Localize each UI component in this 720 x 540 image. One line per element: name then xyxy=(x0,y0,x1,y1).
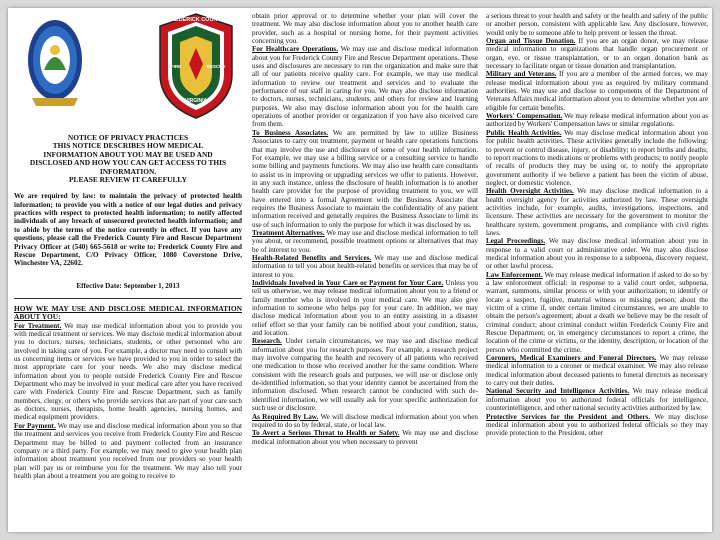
seal-sun xyxy=(50,45,60,55)
column-1-body xyxy=(14,322,242,481)
paragraph xyxy=(252,279,478,337)
paragraph-text: We may release medical information to a coroner or medical examiner. We may also release medical information about deceased patients to funeral directors as necessary to carry out their duties. xyxy=(486,354,708,388)
fire-rescue-patch-icon xyxy=(156,12,236,120)
paragraph xyxy=(486,70,708,112)
paragraph-text: obtain prior approval or to determine whether your plan will cover the treatment. We may also disclose information about you to another health care provider, such as a hospital or nursing home, for their payment activities concerning you. xyxy=(252,12,478,46)
paragraph xyxy=(14,322,242,422)
paragraph-text: We are permitted by law to utilize Business Associates to carry out treatment, payment or health care operations functions that may involve the use and disclosure of some of your health information. For example, we may use a billing service or a consulting service to handle some billing and payments functions. We may also use health care consultants to assist us in improving or upgrading services we offer to patients. However, in any such instance, unless the disclosure of health information is to another health care provider for the purpose of providing treatment to you, we will have entered into a formal Agreement with the Business Associate that requires the Business Associate to maintain the confidentiality of any patient information received and generally requires the Business Associate to limit its use of such information to only the purpose for which it was disclosed by us. xyxy=(252,128,478,229)
paragraph-text: If you are a member of the armed forces, we may release medical information about you as required by military command authorities. We may use and disclose to components of the Department of Veterans Affairs medical information about you to determine whether you are eligible for certain benefits. xyxy=(486,70,708,112)
paragraph xyxy=(252,12,478,45)
notice-line: INFORMATION. xyxy=(99,166,157,176)
paragraph xyxy=(252,413,478,430)
paragraph-heading: To Business Associates. xyxy=(252,128,329,137)
notice-line: INFORMATION ABOUT YOU MAY BE USED AND xyxy=(43,149,213,159)
paragraph-text: We may use and disclose medical information about you for Frederick County Fire and Rescue Department operations. These uses and disclosures are necessary to run the organization and make sure that all of our patients receive quality care. For example, we may use medical information to review our treatment and services and to evaluate the performance of our staff in caring for you. We may also disclose information to doctors, nurses, technicians, students, and others for review and learning purposes. We also may disclose information about you for the health care operations of another provider or organization if you have also received care from them. xyxy=(252,45,478,129)
logo-area xyxy=(14,12,242,122)
notice-line: THIS NOTICE DESCRIBES HOW MEDICAL xyxy=(52,141,204,151)
paragraph-text: We may use and disclose medical information to tell you about health-related benefits or services that may be of interest to you. xyxy=(252,253,478,279)
paragraph-heading: For Payment. xyxy=(14,421,56,430)
paragraph-heading: Individuals Involved in Your Care or Payment for Your Care. xyxy=(252,279,444,287)
paragraph xyxy=(486,129,708,187)
paragraph-heading: Coroners, Medical Examiners and Funeral Directors. xyxy=(486,354,657,363)
paragraph-text: a serious threat to your health and safety or the health and safety of the public or another person, consistent with applicable law. Any disclosure, however, would only be to someone able to help prevent or lessen the threat. xyxy=(486,12,708,37)
paragraph-text: We may use and disclose medical information to tell you about, or recommend, possible treatment options or alternatives that may be of interest to you. xyxy=(252,228,478,254)
paragraph-heading: Protective Services for the President and Others. xyxy=(486,412,651,421)
paragraph-text: We may disclose medical information about you to authorized federal officials so they may provide protection to the President, other xyxy=(486,412,708,438)
notice-line: PLEASE REVIEW IT CAREFULLY xyxy=(69,175,187,185)
paragraph-heading: National Security and Intelligence Activities. xyxy=(486,387,630,396)
paragraph-heading: Research. xyxy=(252,337,282,346)
paragraph xyxy=(252,229,478,254)
column-3-body xyxy=(486,12,708,438)
paragraph-heading: Health-Related Benefits and Services. xyxy=(252,253,372,262)
divider xyxy=(14,298,242,299)
paragraph-text: Under certain circumstances, we may use and disclose medical information about you for research purposes. For example, a research project may involve comparing the health and recovery of all patients who received one medication to those who received another for the same condition. Where consistent with the research goals and purposes, we will use or disclose only de-identified information, so that your identity cannot be ascertained from the information disclosed. When research cannot be conducted with such de-identified information, we will usually ask for your specific authorization for such use or disclosure. xyxy=(252,337,478,413)
paragraph-heading: For Treatment. xyxy=(14,321,62,330)
paragraph-heading: Public Health Activities. xyxy=(486,128,562,137)
patch-state-text: VIRGINIA xyxy=(184,98,208,104)
column-2-body xyxy=(252,12,478,446)
column-1 xyxy=(14,12,242,528)
paragraph-heading: Legal Proceedings. xyxy=(486,237,546,246)
notice-heading xyxy=(22,134,234,184)
paragraph-heading: Law Enforcement. xyxy=(486,270,543,279)
column-3 xyxy=(486,12,708,528)
paragraph-heading: Workers' Compensation. xyxy=(486,112,563,121)
paragraph xyxy=(486,112,708,129)
paragraph-text: We may disclose medical information to a health oversight agency for activities authorized by law. These oversight activities include, for example, audits, investigations, inspections, and licensure. These activities are necessary for the government to monitor the healthcare system, government programs, and compliance with civil rights laws. xyxy=(486,187,708,237)
paragraph-text: We may use and disclose medical information about you so that the treatment and services you receive from Frederick County Fire and Rescue Department may be billed to and payment collected from an insurance company or a third party. For example, we may need to give your health plan information about treatment you received from our providers so your health plan will pay us or reimburse you for the treatment. We may also tell your health plan about a treatment you are going to receive to xyxy=(14,421,242,480)
paragraph-text: We may use medical information about you to provide you with medical treatment or services. We may disclose medical information about you to doctors, nurses, technicians, students, or other personnel who are involved in taking care of you. For example, a doctor may need to consult with us concerning items or services we have provided to you in order to select the most appropriate care for your needs. We also may disclose medical information about you to people outside Frederick County Fire and Rescue Department who may be involved in your medical care after you have received care with Frederick County Fire and Rescue Department, such as family members, clergy, or others who provide services that are part of your care such as doctors, nurses, therapists, home health agencies, nursing homes, and medical equipment providers. xyxy=(14,321,242,422)
paragraph-text: We may release medical information about you as authorized by Workers' Compensation laws or similar regulations. xyxy=(486,112,708,129)
paragraph-heading: For Healthcare Operations. xyxy=(252,45,338,54)
paragraph-text: We may disclose medical information about you for public health activities. These activities generally include the following: to prevent or control disease, injury, or disability; to report births and deaths; to report reactions to medications or problems with products; to notify people of recalls of products they may be using or, to notify the appropriate government authority if we believe a patient has been the victim of abuse, neglect, or domestic violence. xyxy=(486,128,708,187)
paragraph xyxy=(252,254,478,279)
paragraph xyxy=(486,354,708,387)
notice-line: NOTICE OF PRIVACY PRACTICES xyxy=(67,133,189,142)
effective-date: Effective Date: September 1, 2013 xyxy=(76,281,180,290)
patch-arc-text: FREDERICK COUNTY xyxy=(167,17,225,23)
paragraph xyxy=(252,129,478,229)
paragraph-heading: Organ and Tissue Donation. xyxy=(486,37,576,46)
paragraph xyxy=(14,422,242,480)
paragraph-text: We may release medical information if asked to do so by a law enforcement official: in response to a valid court order, subpoena, warrant, summons, similar process or with your authorization; to identify or locate a suspect, fugitive, material witness or missing person; about the victim of a crime if, under certain limited circumstances, we are unable to obtain the person's agreement; about a death we believe may be the result of criminal conduct; about criminal conduct within Frederick County Fire and Rescue Department; or, in emergency circumstances to report a crime, the location of the crime or victims, or the identity, description, or location of the person who committed the crime. xyxy=(486,270,708,354)
paragraph-heading: Treatment Alternatives. xyxy=(252,228,325,237)
document-page xyxy=(8,8,712,532)
paragraph-text: Unless you tell us otherwise, we may release medical information about you to a friend or family member who is involved in your medical care. We may also give information to someone who helps pay for your care. In addition, we may disclose medical information about you to an entity assisting in a disaster relief effort so that your family can be notified about your condition, status, and location. xyxy=(252,279,478,338)
paragraph-text: If you are an organ donor, we may release medical information to organizations that handle organ procurement or organ, eye, or tissue transplantation, or to an organ donation bank as necessary to facilitate organ or tissue donation and transplantation. xyxy=(486,37,708,71)
paragraph xyxy=(252,45,478,128)
paragraph-text: We may disclose medical information about you in response to a valid court or administrative order. We may also disclose medical information about you in response to a subpoena, discovery request, or other lawful process. xyxy=(486,237,708,271)
paragraph xyxy=(486,12,708,37)
seal-ribbon xyxy=(32,98,78,106)
paragraph xyxy=(486,271,708,354)
paragraph xyxy=(486,413,708,438)
county-seal-icon xyxy=(26,14,84,114)
paragraph-text: We will disclose medical information about you when required to do so by federal, state, or local law. xyxy=(252,412,478,429)
paragraph xyxy=(486,237,708,270)
paragraph xyxy=(486,37,708,70)
notice-line: DISCLOSED AND HOW YOU CAN GET ACCESS TO THIS xyxy=(29,158,227,168)
column-2 xyxy=(252,12,478,528)
paragraph-text: We may use and disclose medical information about you when necessary to prevent xyxy=(252,429,478,446)
patch-right-word: RESCUE xyxy=(206,64,226,69)
paragraph xyxy=(486,387,708,412)
paragraph-heading: As Required By Law. xyxy=(252,412,319,421)
paragraph xyxy=(252,337,478,412)
paragraph xyxy=(252,429,478,446)
paragraph-heading: Military and Veterans. xyxy=(486,70,557,79)
paragraph-text: We may release medical information about you to authorized federal officials for intelligence, counterintelligence, and other national security activities authorized by law. xyxy=(486,387,708,413)
legal-duties-intro: We are required by law: to maintain the privacy of protected health information; to provide you with a notice of our legal duties and privacy practices with respect to protected health information; to notify affected individuals of any breach of unsecured protected health information; and to abide by the terms of the notice currently in effect. If you have any questions, please call the Frederick County Fire and Rescue Department Privacy Officer at (540) 665-5618 or write to: Frederick County Fire and Rescue Department, C/O Privacy Officer, 1080 Coverstone Drive, Winchester VA, 22602. xyxy=(14,192,242,268)
paragraph xyxy=(486,187,708,237)
paragraph-heading: To Avert a Serious Threat to Health or Safety. xyxy=(252,429,400,438)
paragraph-heading: Health Oversight Activities. xyxy=(486,187,574,196)
section-title: HOW WE MAY USE AND DISCLOSE MEDICAL INFORMATION ABOUT YOU: xyxy=(14,303,242,322)
patch-left-word: FIRE xyxy=(170,64,182,69)
